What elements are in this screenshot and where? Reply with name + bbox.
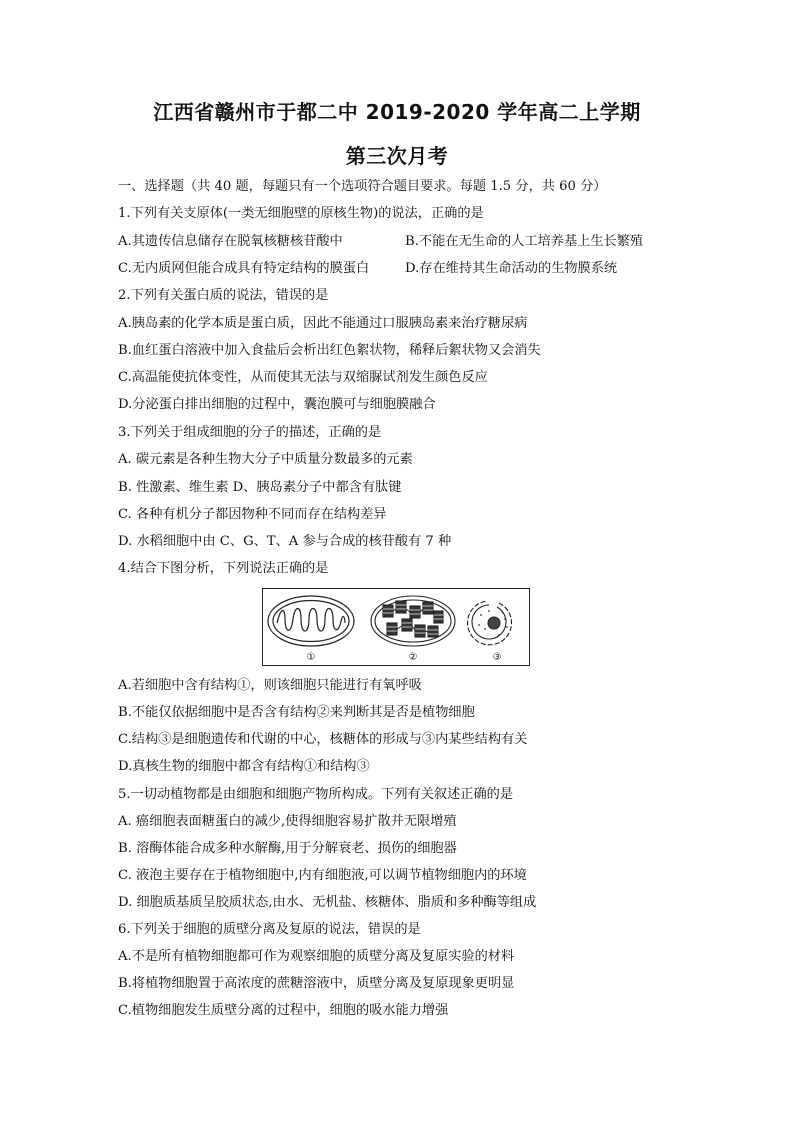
question-6-option-a: A.不是所有植物细胞都可作为观察细胞的质壁分离及复原实验的材料 [118, 949, 515, 964]
document-subtitle: 第三次月考 [345, 144, 449, 168]
question-1-option-d: D.存在维持其生命活动的生物膜系统 [405, 261, 618, 276]
question-2-stem: 2.下列有关蛋白质的说法，错误的是 [118, 288, 329, 303]
question-5-option-a: A. 癌细胞表面糖蛋白的减少,使得细胞容易扩散并无限增殖 [118, 814, 457, 829]
question-5-option-c: C. 液泡主要存在于植物细胞中,内有细胞液,可以调节植物细胞内的环境 [118, 868, 527, 883]
question-4-option-a: A.若细胞中含有结构①，则该细胞只能进行有氧呼吸 [118, 678, 422, 693]
question-3-option-a: A. 碳元素是各种生物大分子中质量分数最多的元素 [118, 452, 413, 467]
question-4-option-c: C.结构③是细胞遗传和代谢的中心，核糖体的形成与③内某些结构有关 [118, 732, 528, 747]
question-5-stem: 5.一切动植物都是由细胞和细胞产物所构成。下列有关叙述正确的是 [118, 787, 514, 802]
document-title: 江西省赣州市于都二中 2019-2020 学年高二上学期 [153, 100, 641, 124]
question-5-option-b: B. 溶酶体能合成多种水解酶,用于分解衰老、损伤的细胞器 [118, 841, 457, 856]
question-2-option-d: D.分泌蛋白排出细胞的过程中，囊泡膜可与细胞膜融合 [118, 397, 436, 412]
nucleus-drawing [468, 601, 512, 645]
mitochondrion-drawing [268, 596, 354, 646]
question-6-option-b: B.将植物细胞置于高浓度的蔗糖溶液中，质壁分离及复原现象更明显 [118, 976, 515, 991]
figure-label-3: ③ [492, 652, 502, 663]
question-4-option-b: B.不能仅依据细胞中是否含有结构②来判断其是否是植物细胞 [118, 705, 475, 720]
question-5-option-d: D. 细胞质基质呈胶质状态,由水、无机盐、核糖体、脂质和多种酶等组成 [118, 895, 537, 910]
question-1-option-b: B.不能在无生命的人工培养基上生长繁殖 [405, 234, 644, 249]
cell-structure-figure [262, 588, 530, 666]
question-6-option-c: C.植物细胞发生质壁分离的过程中，细胞的吸水能力增强 [118, 1003, 449, 1018]
section-header: 一、选择题（共 40 题，每题只有一个选项符合题目要求。每题 1.5 分，共 60 分） [118, 179, 607, 194]
question-3-option-c: C. 各种有机分子都因物种不同而存在结构差异 [118, 507, 387, 522]
figure-label-2: ② [408, 652, 418, 663]
question-2-option-b: B.血红蛋白溶液中加入食盐后会析出红色絮状物，稀释后絮状物又会消失 [118, 343, 541, 358]
figure-label-1: ① [306, 652, 316, 663]
question-4-option-d: D.真核生物的细胞中都含有结构①和结构③ [118, 759, 370, 774]
question-1-option-a: A.其遗传信息储存在脱氧核糖核苷酸中 [118, 234, 343, 249]
question-2-option-c: C.高温能使抗体变性，从而使其无法与双缩脲试剂发生颜色反应 [118, 370, 488, 385]
question-3-option-b: B. 性激素、维生素 D、胰岛素分子中都含有肽键 [118, 480, 402, 495]
chloroplast-drawing [371, 596, 455, 646]
question-3-stem: 3.下列关于组成细胞的分子的描述，正确的是 [118, 425, 382, 440]
question-6-stem: 6.下列关于细胞的质壁分离及复原的说法，错误的是 [118, 922, 421, 937]
question-1-stem: 1.下列有关支原体(一类无细胞壁的原核生物)的说法，正确的是 [118, 206, 484, 221]
question-3-option-d: D. 水稻细胞中由 C、G、T、A 参与合成的核苷酸有 7 种 [118, 534, 452, 549]
question-4-stem: 4.结合下图分析，下列说法正确的是 [118, 561, 329, 576]
question-1-option-c: C.无内质网但能合成具有特定结构的膜蛋白 [118, 261, 370, 276]
question-2-option-a: A.胰岛素的化学本质是蛋白质，因此不能通过口服胰岛素来治疗糖尿病 [118, 316, 528, 331]
